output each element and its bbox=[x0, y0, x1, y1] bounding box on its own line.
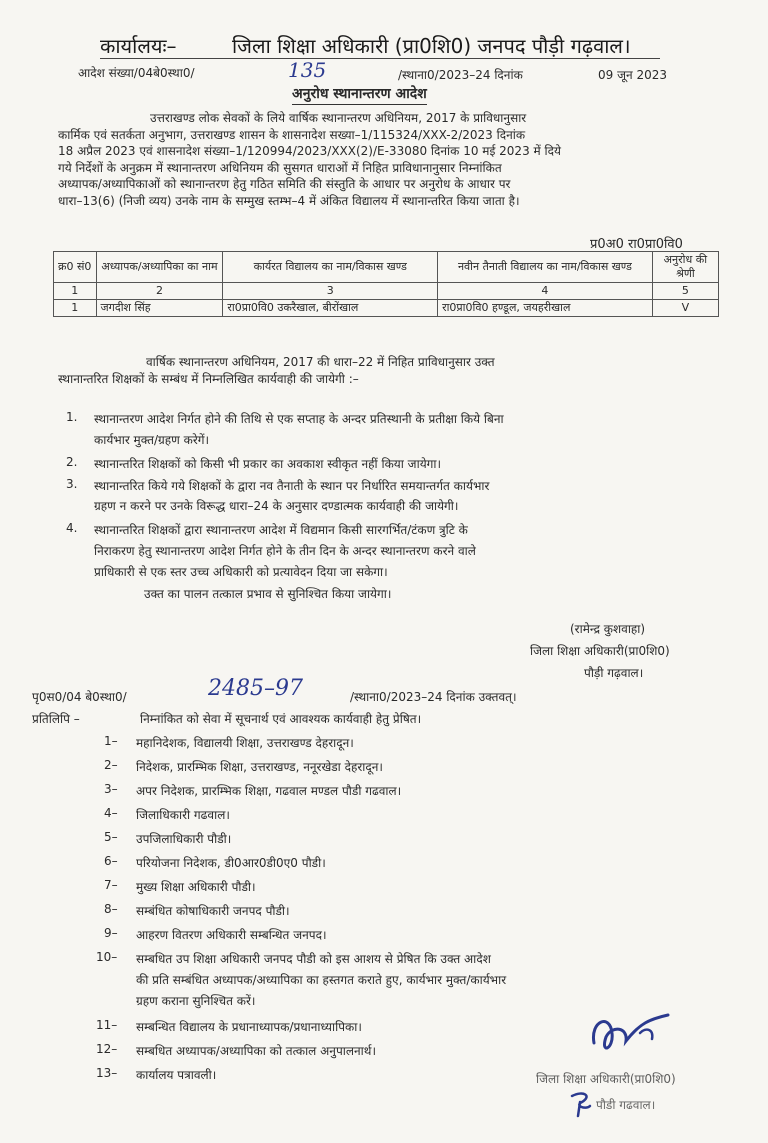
rules-line: वार्षिक स्थानान्तरण अधिनियम, 2017 की धारा–22 में निहित प्राविधानुसार उक्त bbox=[146, 355, 495, 369]
intro-line: 18 अप्रैल 2023 एवं शासनादेश संख्या–1/120994/2023/XXX(2)/E-33080 दिनांक 10 मई 2023 में दिये bbox=[58, 144, 561, 158]
order-ref-prefix: आदेश संख्या/04बे0स्था0/ bbox=[78, 66, 195, 80]
recipient-line: की प्रति सम्बंधित अध्यापक/अध्यापिका का हस्तगत कराते हुए, कार्यभार मुक्त/कार्यभार bbox=[136, 973, 507, 987]
signatory-designation: जिला शिक्षा अधिकारी(प्रा0शि0) bbox=[530, 644, 670, 658]
table-caption: प्र0अ0 रा0प्रा0वि0 bbox=[590, 237, 683, 252]
condition-line: कार्यभार मुक्त/ग्रहण करेगें। bbox=[94, 433, 210, 447]
recipient-number: 10– bbox=[96, 950, 118, 964]
office-label: कार्यालयः– bbox=[100, 34, 177, 58]
header-underline bbox=[100, 58, 660, 59]
condition-line: ग्रहण न करने पर उनके विरूद्ध धारा–24 के अनुसार दण्डात्मक कार्यवाही की जायेगी। bbox=[94, 499, 459, 513]
table-cell: जगदीश सिंह bbox=[96, 300, 223, 317]
condition-line: स्थानान्तरित किये गये शिक्षकों के द्वारा नव तैनाती के स्थान पर निर्धारित समयान्तर्गत कार्यभार bbox=[94, 479, 490, 493]
recipient-number: 1– bbox=[104, 734, 118, 748]
copy-ref-suffix: /स्थाना0/2023–24 दिनांक उक्तवत्। bbox=[350, 690, 517, 704]
recipient-number: 6– bbox=[104, 854, 118, 868]
order-ref-suffix: /स्थाना0/2023–24 दिनांक bbox=[398, 68, 523, 82]
recipient-number: 13– bbox=[96, 1066, 118, 1080]
condition-line: निराकरण हेतु स्थानान्तरण आदेश निर्गत होने के तीन दिन के अन्दर स्थानान्तरण करने वाले bbox=[94, 544, 476, 558]
recipient-line: सम्बन्धित विद्यालय के प्रधानाध्यापक/प्रधानाध्यापिका। bbox=[136, 1020, 362, 1034]
order-date: 09 जून 2023 bbox=[598, 68, 668, 82]
table-row bbox=[54, 300, 719, 317]
column-header: कार्यरत विद्यालय का नाम/विकास खण्ड bbox=[223, 252, 438, 283]
recipient-number: 12– bbox=[96, 1042, 118, 1056]
condition-number: 3. bbox=[66, 477, 78, 491]
intro-line: उत्तराखण्ड लोक सेवकों के लिये वार्षिक स्थानान्तरण अधिनियम, 2017 के प्राविधानुसार bbox=[150, 111, 527, 125]
condition-line: स्थानान्तरित शिक्षकों को किसी भी प्रकार का अवकाश स्वीकृत नहीं किया जायेगा। bbox=[94, 457, 442, 471]
column-number: 1 bbox=[54, 283, 97, 300]
signature-mark bbox=[580, 1003, 700, 1073]
signatory2-designation: जिला शिक्षा अधिकारी(प्रा0शि0) bbox=[536, 1072, 676, 1086]
recipient-line: ग्रहण कराना सुनिश्चित करें। bbox=[136, 994, 256, 1008]
recipient-number: 2– bbox=[104, 758, 118, 772]
order-ref-number: 135 bbox=[288, 58, 327, 82]
recipient-line: सम्बंधित कोषाधिकारी जनपद पौडी। bbox=[136, 904, 290, 918]
column-number-row bbox=[54, 283, 719, 300]
column-header: अनुरोध की श्रेणी bbox=[652, 252, 718, 283]
intro-line: कार्मिक एवं सतर्कता अनुभाग, उत्तराखण्ड शासन के शासनादेश सख्या–1/115324/XXX-2/2023 दिनांक bbox=[58, 127, 526, 142]
intro-line: धारा–13(6) (निजी व्यय) उनके नाम के सम्मुख स्तम्भ–4 में अंकित विद्यालय में स्थानान्तरित किया जाता है। bbox=[58, 193, 520, 208]
recipient-number: 9– bbox=[104, 926, 118, 940]
condition-number: 2. bbox=[66, 455, 78, 469]
recipient-number: 11– bbox=[96, 1018, 118, 1032]
initial-mark bbox=[566, 1088, 600, 1120]
recipient-number: 3– bbox=[104, 782, 118, 796]
rules-paragraph bbox=[58, 354, 720, 387]
condition-line: स्थानान्तरित शिक्षकों द्वारा स्थानान्तरण आदेश में विद्यमान किसी सारगर्भित/टंकण त्रुटि के bbox=[94, 523, 468, 537]
signatory2-place: पौडी गढवाल। bbox=[596, 1098, 656, 1112]
table-cell: V bbox=[652, 300, 718, 317]
recipient-line: महानिदेशक, विद्यालयी शिक्षा, उत्तराखण्ड देहरादून। bbox=[136, 736, 354, 750]
copy-ref-number: 2485–97 bbox=[208, 676, 303, 701]
column-header: क्र0 सं0 bbox=[54, 252, 97, 283]
intro-line: गये निर्देशों के अनुक्रम में स्थानान्तरण अधिनियम की सुसगत धाराओं में निहित प्राविधानानुसार निम्नांकित bbox=[58, 160, 502, 175]
copy-label: प्रतिलिपि – bbox=[32, 712, 80, 726]
signatory-name: (रामेन्द्र कुशवाहा) bbox=[570, 622, 646, 636]
table-cell: 1 bbox=[54, 300, 97, 317]
recipient-number: 4– bbox=[104, 806, 118, 820]
column-number: 2 bbox=[96, 283, 223, 300]
closing-line: उक्त का पालन तत्काल प्रभाव से सुनिश्चित किया जायेगा। bbox=[144, 587, 392, 601]
recipient-line: परियोजना निदेशक, डी0आर0डी0ए0 पौडी। bbox=[136, 856, 326, 870]
condition-line: प्राधिकारी से एक स्तर उच्च अधिकारी को प्रत्यावेदन दिया जा सकेगा। bbox=[94, 565, 388, 579]
recipient-line: जिलाधिकारी गढवाल। bbox=[136, 808, 230, 822]
recipient-line: सम्बधित उप शिक्षा अधिकारी जनपद पौडी को इस आशय से प्रेषित कि उक्त आदेश bbox=[136, 952, 491, 966]
copy-intro: निम्नांकित को सेवा में सूचनार्थ एवं आवश्यक कार्यवाही हेतु प्रेषित। bbox=[140, 712, 422, 726]
recipient-number: 7– bbox=[104, 878, 118, 892]
recipient-line: उपजिलाधिकारी पौडी। bbox=[136, 832, 232, 846]
column-header: नवीन तैनाती विद्यालय का नाम/विकास खण्ड bbox=[438, 252, 653, 283]
transfer-table bbox=[53, 251, 719, 317]
intro-paragraph bbox=[58, 110, 720, 209]
condition-number: 1. bbox=[66, 410, 78, 424]
condition-number: 4. bbox=[66, 521, 78, 535]
column-number: 3 bbox=[223, 283, 438, 300]
recipient-line: अपर निदेशक, प्रारम्भिक शिक्षा, गढवाल मण्डल पौडी गढवाल। bbox=[136, 784, 402, 798]
table-cell: रा0प्रा0वि0 उकरैखाल, बीरोंखाल bbox=[223, 300, 438, 317]
column-number: 5 bbox=[652, 283, 718, 300]
column-header: अध्यापक/अध्यापिका का नाम bbox=[96, 252, 223, 283]
signatory-place: पौड़ी गढ़वाल। bbox=[584, 666, 644, 680]
recipient-number: 8– bbox=[104, 902, 118, 916]
column-number: 4 bbox=[438, 283, 653, 300]
recipient-number: 5– bbox=[104, 830, 118, 844]
recipient-line: निदेशक, प्रारम्भिक शिक्षा, उत्तराखण्ड, ननूरखेडा देहरादून। bbox=[136, 760, 383, 774]
intro-line: अध्यापक/अध्यापिकाओं को स्थानान्तरण हेतु गठित समिति की संस्तुति के आधार पर अनुरोध के आधार पर bbox=[58, 177, 511, 191]
table-cell: रा0प्रा0वि0 हण्डूल, जयहरीखाल bbox=[438, 300, 653, 317]
rules-line: स्थानान्तरित शिक्षकों के सम्बंध में निम्नलिखित कार्यवाही की जायेगी :– bbox=[58, 371, 359, 386]
recipient-line: मुख्य शिक्षा अधिकारी पौडी। bbox=[136, 880, 256, 894]
recipient-line: आहरण वितरण अधिकारी सम्बन्धित जनपद। bbox=[136, 928, 327, 942]
order-title: अनुरोध स्थानान्तरण आदेश bbox=[292, 84, 427, 105]
table-header-row bbox=[54, 252, 719, 283]
copy-ref-prefix: पृ0स0/04 बे0स्था0/ bbox=[32, 690, 127, 704]
condition-line: स्थानान्तरण आदेश निर्गत होने की तिथि से एक सप्ताह के अन्दर प्रतिस्थानी के प्रतीक्षा किये बिना bbox=[94, 412, 504, 426]
office-name: जिला शिक्षा अधिकारी (प्रा0शि0) जनपद पौड़ी गढ़वाल। bbox=[232, 34, 631, 58]
recipient-line: सम्बधित अध्यापक/अध्यापिका को तत्काल अनुपालनार्थ। bbox=[136, 1044, 377, 1058]
recipient-line: कार्यालय पत्रावली। bbox=[136, 1068, 217, 1082]
